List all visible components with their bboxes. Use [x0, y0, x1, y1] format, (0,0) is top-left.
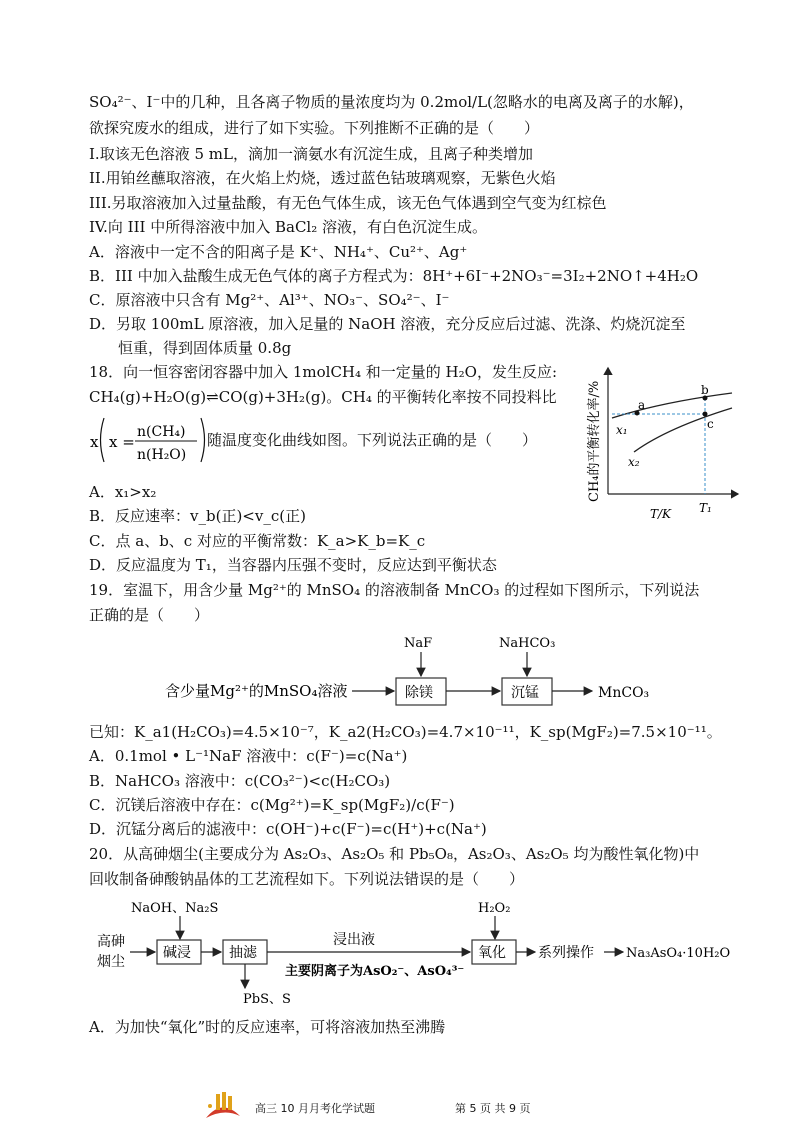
- q17-option-a: A．溶液中一定不含的阳离子是 K⁺、NH₄⁺、Cu²⁺、Ag⁺: [89, 243, 468, 261]
- q18-stem-line1: 18．向一恒容密闭容器中加入 1molCH₄ 和一定量的 H₂O，发生反应:: [89, 363, 558, 381]
- formula-x: x: [90, 433, 99, 451]
- flow-box-1-label: 除镁: [405, 685, 433, 701]
- flow-reagent-1: NaF: [404, 636, 433, 651]
- q20-stem-line2: 回收制备砷酸钠晶体的工艺流程如下。下列说法错误的是（ ）: [89, 870, 525, 888]
- formula-denominator: n(H₂O): [137, 447, 187, 463]
- q17-option-d-line1: D．另取 100mL 原溶液，加入足量的 NaOH 溶液，充分反应后过滤、洗涤、灼烧沉淀至: [89, 315, 686, 333]
- q20-flowchart: [85, 894, 745, 1009]
- q17-line1: SO₄²⁻、I⁻中的几种，且各离子物质的量浓度均为 0.2mol/L(忽略水的电离及离子的水解)，: [89, 93, 694, 111]
- flow20-reagents-1: NaOH、Na₂S: [131, 901, 219, 916]
- x-axis-label: T/K: [650, 507, 672, 521]
- flow20-mid: 浸出液: [333, 932, 375, 948]
- q19-option-c: C．沉镁后溶液中存在：c(Mg²⁺)=K_sp(MgF₂)/c(F⁻): [89, 796, 455, 814]
- point-c: [703, 412, 708, 417]
- school-logo: [200, 1088, 244, 1122]
- flow20-box-2-label: 抽滤: [229, 945, 257, 961]
- q19-stem-line1: 19．室温下，用含少量 Mg²⁺的 MnSO₄ 的溶液制备 MnCO₃ 的过程如下图所示，下列说法: [89, 581, 700, 599]
- footer-page: 第 5 页 共 9 页: [455, 1102, 531, 1115]
- flow-start: 含少量Mg²⁺的MnSO₄溶液: [165, 682, 348, 700]
- flow20-reagent-2: H₂O₂: [478, 901, 511, 916]
- q20-stem-line1: 20．从高砷烟尘(主要成分为 As₂O₃、As₂O₅ 和 Pb₅O₈，As₂O₃、As₂O₅ 均为酸性氧化物)中: [89, 845, 700, 863]
- q19-stem-line2: 正确的是（ ）: [89, 606, 210, 624]
- label-t1: T₁: [699, 501, 712, 515]
- q18-graph: [582, 360, 742, 525]
- q17-option-d-line2: 恒重，得到固体质量 0.8g: [118, 339, 292, 357]
- label-x1: x₁: [616, 423, 628, 437]
- q18-option-b: B．反应速率：v_b(正)<v_c(正): [89, 507, 306, 525]
- formula-x-eq: x =: [109, 433, 135, 451]
- q18-option-a: A．x₁>x₂: [89, 483, 157, 501]
- formula-numerator: n(CH₄): [137, 424, 186, 440]
- flow20-box-3-label: 氧化: [478, 945, 506, 961]
- label-c: c: [707, 417, 714, 431]
- q19-option-d: D．沉锰分离后的滤液中：c(OH⁻)+c(F⁻)=c(H⁺)+c(Na⁺): [89, 820, 487, 838]
- q17-step3: III.另取溶液加入过量盐酸，有无色气体生成，该无色气体遇到空气变为红棕色: [89, 194, 607, 212]
- label-a: a: [638, 398, 646, 412]
- q17-step4: IV.向 III 中所得溶液中加入 BaCl₂ 溶液，有白色沉淀生成。: [89, 218, 488, 236]
- q19-option-b: B．NaHCO₃ 溶液中：c(CO₃²⁻)<c(H₂CO₃): [89, 772, 391, 790]
- q17-option-c: C．原溶液中只含有 Mg²⁺、Al³⁺、NO₃⁻、SO₄²⁻、I⁻: [89, 291, 450, 309]
- q19-known: 已知：K_a1(H₂CO₃)=4.5×10⁻⁷，K_a2(H₂CO₃)=4.7×10⁻¹¹，K_sp(MgF₂)=7.5×10⁻¹¹。: [89, 723, 722, 741]
- q19-option-a: A．0.1mol • L⁻¹NaF 溶液中：c(F⁻)=c(Na⁺): [89, 747, 408, 765]
- y-axis-label: CH₄的平衡转化率/%: [587, 380, 602, 502]
- q17-line2: 欲探究废水的组成，进行了如下实验。下列推断不正确的是（ ）: [89, 119, 540, 137]
- q18-option-c: C．点 a、b、c 对应的平衡常数：K_a>K_b=K_c: [89, 532, 426, 550]
- flow20-box-1-label: 碱浸: [163, 945, 191, 961]
- flow-end: MnCO₃: [598, 685, 650, 701]
- q17-step2: II.用铂丝蘸取溶液，在火焰上灼烧，透过蓝色钴玻璃观察，无紫色火焰: [89, 169, 556, 187]
- flow20-ops: 系列操作: [538, 945, 594, 961]
- curve-x2: [634, 408, 732, 452]
- q20-option-a: A．为加快“氧化”时的反应速率，可将溶液加热至沸腾: [89, 1018, 446, 1036]
- label-x2: x₂: [628, 455, 640, 469]
- flow20-solid: PbS、S: [243, 992, 291, 1007]
- flow20-anions: 主要阴离子为AsO₂⁻、AsO₄³⁻: [285, 964, 465, 979]
- q18-option-d: D．反应温度为 T₁，当容器内压强不变时，反应达到平衡状态: [89, 556, 497, 574]
- q17-step1: I.取该无色溶液 5 mL，滴加一滴氨水有沉淀生成，且离子种类增加: [89, 145, 533, 163]
- flow20-start-1: 高砷: [97, 934, 125, 950]
- label-b: b: [701, 383, 709, 397]
- flow-reagent-2: NaHCO₃: [499, 636, 556, 651]
- q18-stem-line2: CH₄(g)+H₂O(g)⇌CO(g)+3H₂(g)。CH₄ 的平衡转化率按不同投料比: [89, 388, 557, 406]
- flow-box-2-label: 沉锰: [511, 685, 539, 701]
- flow20-end: Na₃AsO₄·10H₂O: [626, 946, 731, 961]
- footer-title: 高三 10 月月考化学试题: [255, 1102, 375, 1115]
- q18-ratio-formula: [89, 412, 559, 468]
- q19-flowchart: [160, 630, 680, 710]
- q18-stem-line3: 随温度变化曲线如图。下列说法正确的是（ ）: [207, 431, 538, 449]
- flow20-start-2: 烟尘: [97, 954, 125, 970]
- q17-option-b: B．III 中加入盐酸生成无色气体的离子方程式为：8H⁺+6I⁻+2NO₃⁻=3I₂+2NO↑+4H₂O: [89, 267, 699, 285]
